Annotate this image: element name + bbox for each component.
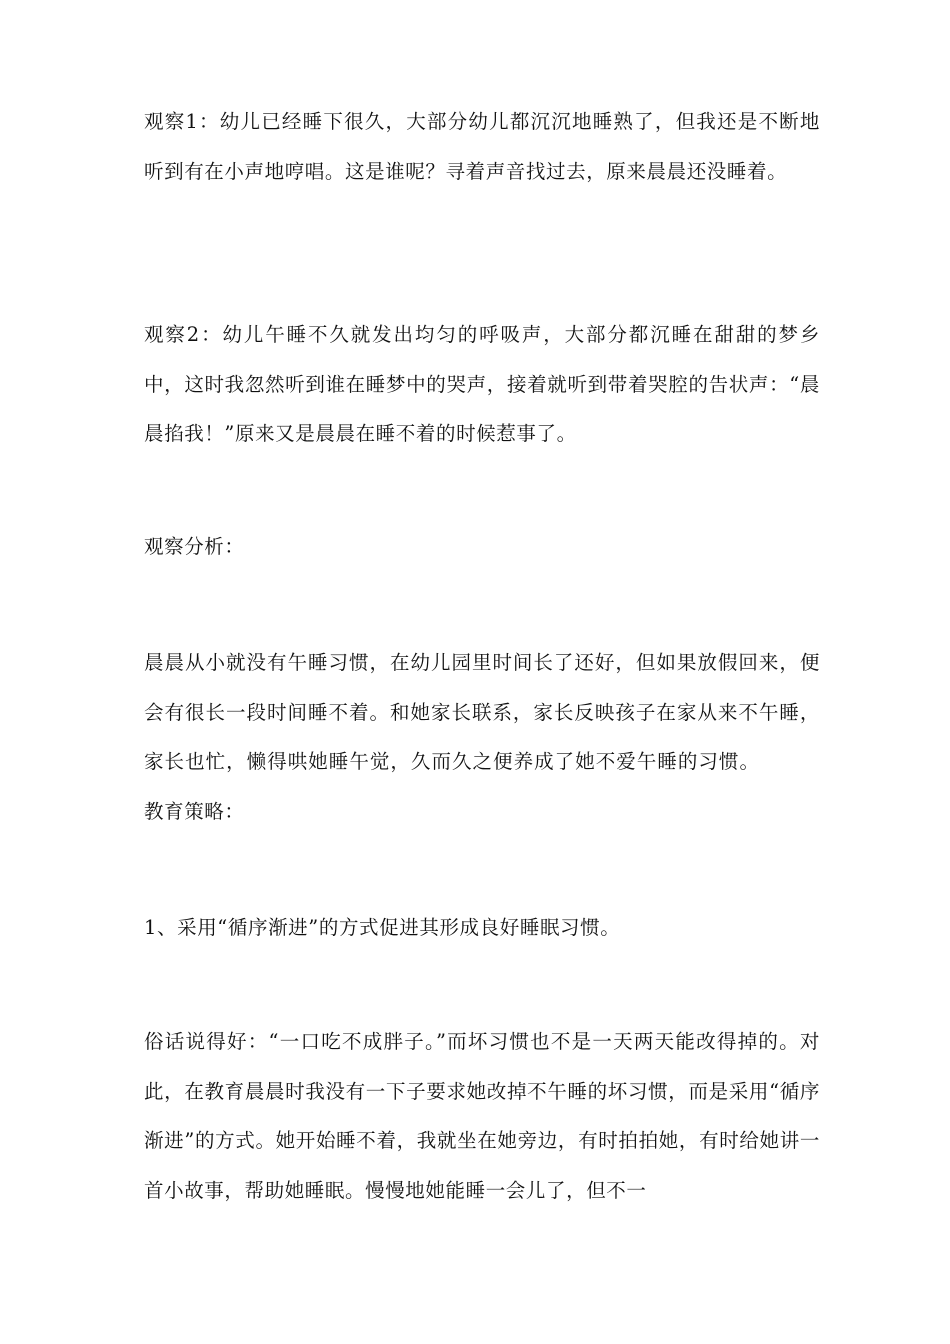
paragraph-observation-2: 观察2：幼儿午睡不久就发出均匀的呼吸声，大部分都沉睡在甜甜的梦乡中，这时我忽然听到谁在睡梦中的哭声，接着就听到带着哭腔的告状声：“晨晨掐我！”原来又是晨晨在睡不着的时候惹事了。 [144,323,820,445]
heading-observation-analysis: 观察分析： [144,535,245,558]
paragraph-strategy-1: 俗话说得好：“一口吃不成胖子。”而坏习惯也不是一天两天能改得掉的。对此，在教育晨晨时我没有一下子要求她改掉不午睡的坏习惯，而是采用“循序渐进”的方式。她开始睡不着，我就坐在她旁边，有时拍拍她，有时给她讲一首小故事，帮助她睡眠。慢慢地她能睡一会儿了，但不一 [144,1030,820,1202]
paragraph-observation-1: 观察1：幼儿已经睡下很久，大部分幼儿都沉沉地睡熟了，但我还是不断地听到有在小声地哼唱。这是谁呢？寻着声音找过去，原来晨晨还没睡着。 [144,110,820,183]
heading-education-strategy: 教育策略： [144,799,245,823]
paragraph-analysis [144,638,820,836]
heading-strategy-1: 1、采用“循序渐进”的方式促进其形成良好睡眠习惯。 [144,916,621,939]
analysis-text: 晨晨从小就没有午睡习惯，在幼儿园里时间长了还好，但如果放假回来，便会有很长一段时间睡不着。和她家长联系，家长反映孩子在家从来不午睡，家长也忙，懒得哄她睡午觉，久而久之便养成了她不爱午睡的习惯。 [144,651,820,773]
